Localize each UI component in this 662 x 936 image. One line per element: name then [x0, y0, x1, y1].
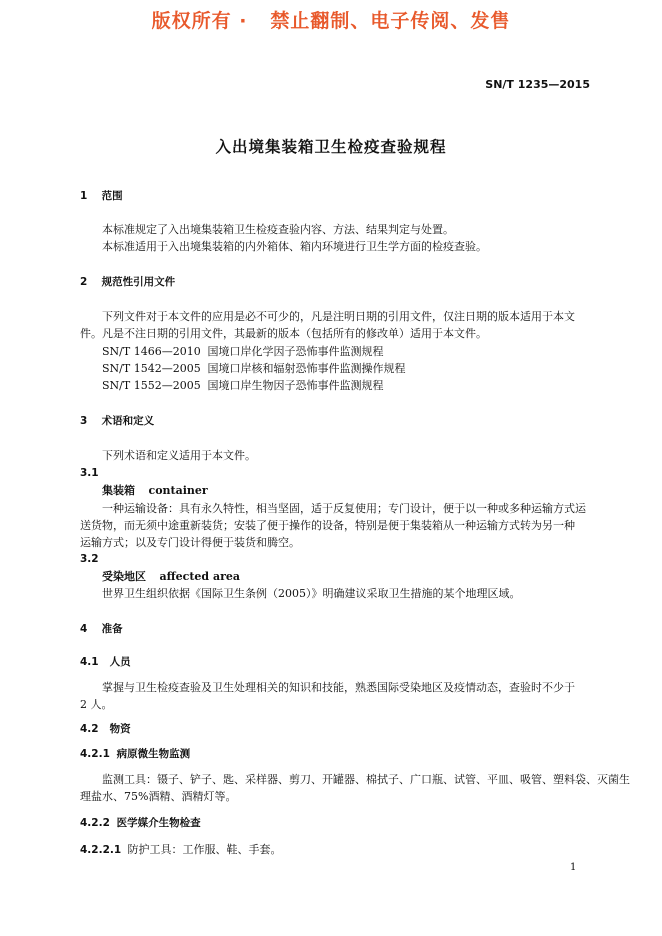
- section-number: 4.1: [80, 656, 99, 668]
- section-title: 物资: [109, 723, 131, 735]
- paragraph-line: 件。凡是不注日期的引用文件，其最新的版本（包括所有的修改单）适用于本文件。: [80, 327, 487, 340]
- paragraph-line: 监测工具：镊子、铲子、匙、采样器、剪刀、开罐器、棉拭子、广口瓶、试管、平皿、吸管、塑料袋、灭菌生: [102, 773, 630, 786]
- reference-title: 国境口岸核和辐射恐怖事件监测操作规程: [207, 362, 406, 375]
- section-number: 3: [80, 415, 88, 427]
- copyright-watermark: 版权所有 · 禁止翻制、电子传阅、发售: [151, 10, 511, 32]
- subsection-4-2-2-heading: [80, 817, 201, 830]
- section-1-heading: [80, 190, 123, 203]
- clause-text: 防护工具：工作服、鞋、手套。: [127, 843, 282, 856]
- paragraph: 本标准适用于入出境集装箱的内外箱体、箱内环境进行卫生学方面的检疫查验。: [102, 240, 487, 253]
- subsection-4-2-heading: [80, 723, 131, 736]
- term-heading: [102, 484, 208, 497]
- paragraph-line: 理盐水、75%酒精、酒精灯等。: [80, 790, 237, 803]
- term-heading: [102, 570, 240, 583]
- reference-title: 国境口岸生物因子恐怖事件监测规程: [207, 379, 384, 392]
- definition-line: 运输方式；以及专门设计得便于装货和腾空。: [80, 536, 300, 549]
- section-title: 医学媒介生物检查: [116, 817, 201, 829]
- section-title: 病原微生物监测: [116, 748, 191, 760]
- term-english: affected area: [159, 570, 241, 583]
- section-number: 4.2.2: [80, 817, 110, 829]
- section-number: 4.2: [80, 723, 99, 735]
- reference-code: SN/T 1466—2010: [102, 345, 201, 358]
- standard-number: SN/T 1235—2015: [485, 78, 590, 91]
- section-4-heading: [80, 623, 123, 636]
- term-english: container: [148, 484, 208, 497]
- clause-4-2-2-1: [80, 843, 282, 857]
- reference-title: 国境口岸化学因子恐怖事件监测规程: [207, 345, 384, 358]
- reference-code: SN/T 1542—2005: [102, 362, 201, 375]
- paragraph-line: 2 人。: [80, 698, 113, 711]
- section-title: 规范性引用文件: [101, 276, 176, 288]
- section-title: 人员: [109, 656, 131, 668]
- subsection-4-1-heading: [80, 656, 131, 669]
- section-number: 1: [80, 190, 88, 202]
- section-number: 4: [80, 623, 88, 635]
- subsection-4-2-1-heading: [80, 748, 190, 761]
- definition-line: 一种运输设备：具有永久特性，相当坚固，适于反复使用；专门设计，便于以一种或多种运输方式运: [102, 502, 586, 515]
- clause-number: 4.2.2.1: [80, 844, 122, 856]
- section-2-heading: [80, 276, 175, 289]
- document-title: 入出境集装箱卫生检疫查验规程: [215, 138, 447, 156]
- paragraph: 下列术语和定义适用于本文件。: [102, 449, 256, 462]
- section-title: 准备: [101, 623, 123, 635]
- page-number: 1: [570, 862, 577, 873]
- section-number: 2: [80, 276, 88, 288]
- reference-item: [102, 345, 384, 358]
- definition-line: 送货物，而无须中途重新装货；安装了便于操作的设备，特别是便于集装箱从一种运输方式转为另一种: [80, 519, 575, 532]
- section-3-heading: [80, 415, 154, 428]
- term-chinese: 受染地区: [102, 570, 146, 583]
- paragraph-line: 下列文件对于本文件的应用是必不可少的，凡是注明日期的引用文件，仅注日期的版本适用于本文: [102, 310, 575, 323]
- reference-item: [102, 379, 384, 392]
- term-number: 3.2: [80, 553, 99, 565]
- paragraph: 本标准规定了入出境集装箱卫生检疫查验内容、方法、结果判定与处置。: [102, 223, 454, 236]
- definition-line: 世界卫生组织依据《国际卫生条例（2005）》明确建议采取卫生措施的某个地理区域。: [102, 587, 521, 600]
- section-title: 范围: [101, 190, 123, 202]
- section-number: 4.2.1: [80, 748, 110, 760]
- term-number: 3.1: [80, 467, 99, 479]
- reference-item: [102, 362, 406, 375]
- term-chinese: 集装箱: [102, 484, 135, 497]
- section-title: 术语和定义: [101, 415, 155, 427]
- paragraph-line: 掌握与卫生检疫查验及卫生处理相关的知识和技能，熟悉国际受染地区及疫情动态，查验时不少于: [102, 681, 575, 694]
- reference-code: SN/T 1552—2005: [102, 379, 201, 392]
